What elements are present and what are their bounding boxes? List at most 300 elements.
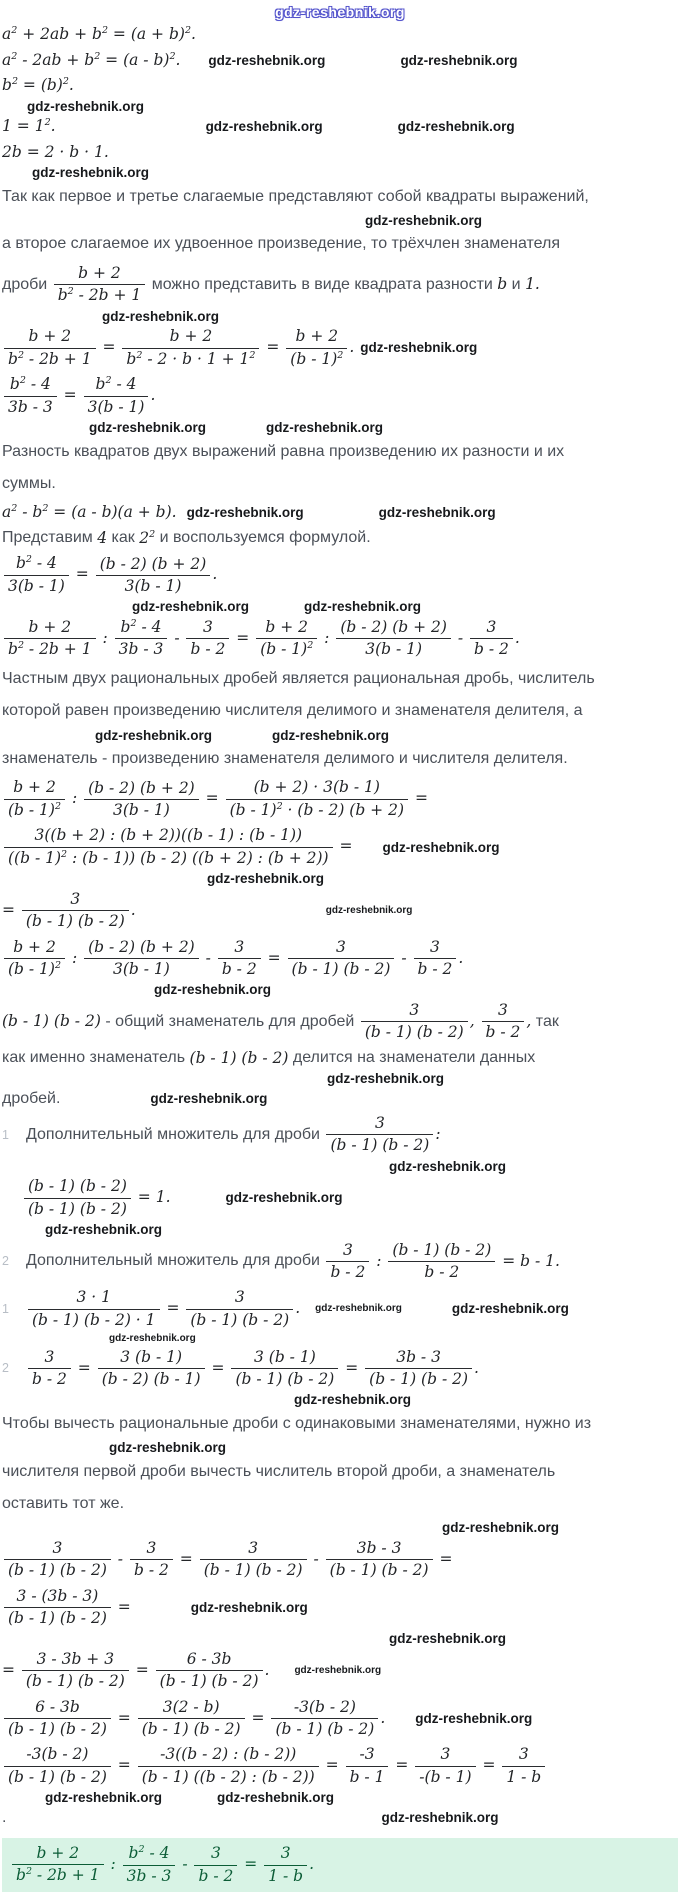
fraction-numerator: 3: [4, 1539, 111, 1560]
formula-line: [2, 264, 678, 306]
formula-line: [2, 1809, 678, 1827]
fraction: [470, 618, 513, 660]
fraction-denominator: (b - 1) (b - 2): [329, 1561, 429, 1580]
watermark: gdz-reshebnik.org: [102, 308, 220, 324]
watermark: gdz-reshebnik.org: [154, 982, 272, 998]
watermark-row: [2, 1333, 678, 1345]
fraction-numerator: (b - 1) (b - 2): [24, 1177, 131, 1198]
fraction: [271, 1698, 378, 1740]
watermark: gdz-reshebnik.org: [190, 1599, 308, 1615]
watermark: gdz-reshebnik.org: [150, 1091, 268, 1107]
text-run: дробей.: [2, 1089, 61, 1107]
fraction: [84, 779, 199, 821]
fraction-denominator: (b - 1)$^2$: [260, 640, 314, 659]
fraction-denominator: 3(b - 1): [8, 576, 65, 595]
text-run: так: [531, 1012, 559, 1030]
math-expression: b: [497, 275, 508, 294]
watermark-row: [2, 1222, 678, 1238]
watermark: gdz-reshebnik.org: [415, 1710, 533, 1726]
fraction-numerator: 3: [288, 938, 395, 959]
paragraph-line: [2, 1415, 678, 1433]
fraction-numerator: (b - 2) (b + 2): [84, 938, 199, 959]
fraction-numerator: 3 - 3b + 3: [22, 1650, 129, 1671]
watermark: gdz-reshebnik.org: [205, 119, 323, 135]
formula-line: [2, 143, 678, 162]
watermark: gdz-reshebnik.org: [208, 52, 326, 68]
fraction-denominator: 3(b - 1): [113, 800, 170, 819]
math-expression: (b - 1) (b - 2): [2, 1012, 101, 1031]
text-run: дроби: [2, 275, 52, 293]
fraction: [361, 1001, 468, 1043]
watermark: gdz-reshebnik.org: [400, 52, 518, 68]
watermark: gdz-reshebnik.org: [217, 1790, 335, 1806]
math-expression: $a^2 + 2ab + b^2 = (a + b)^2$.: [2, 25, 196, 44]
formula-line: [2, 1650, 678, 1692]
math-expression: $\frac{b + 2}{(b - 1)^2}$ : $\frac{(b - 2) (b + 2)}{3(b - 1)}$ - $\frac{3}{b - 2}$ = $\frac{3}{(b - 1) (b - 2)}$ - $\frac{3}{b - 2}$ .: [2, 938, 463, 980]
formula-line: [2, 938, 678, 980]
fraction: [22, 1650, 129, 1692]
paragraph-line: [2, 475, 678, 493]
fraction-denominator: (b - 1) (b - 2): [330, 1136, 430, 1155]
fraction: [4, 826, 333, 868]
fraction-denominator: (b - 1) (b - 2): [291, 959, 391, 978]
math-expression: (b - 1) (b - 2): [189, 1048, 289, 1067]
paragraph-line: [2, 750, 678, 768]
fraction: [326, 1114, 433, 1156]
fraction-numerator: $b^2 - 4$: [4, 375, 57, 397]
math-expression: 4: [97, 528, 108, 547]
watermark: gdz-reshebnik.org: [45, 1221, 163, 1237]
formula-line: [2, 25, 678, 45]
fraction-denominator: b - 2: [417, 959, 453, 978]
text-run: делится на знаменатели данных: [288, 1049, 536, 1067]
fraction: [138, 1745, 319, 1787]
fraction: [84, 375, 149, 417]
fraction-numerator: -3(b - 2): [271, 1698, 378, 1719]
math-expression: $\frac{3}{(b - 1) (b - 2)}$ - $\frac{3}{b - 2}$ = $\frac{3}{(b - 1) (b - 2)}$ - $\frac{3b - 3}{(b - 1) (b - 2)}$ =: [2, 1539, 452, 1581]
math-expression: $\frac{b^2 - 4}{3(b - 1)}$ = $\frac{(b - 2) (b + 2)}{3(b - 1)}$ .: [2, 554, 217, 596]
paragraph-line: [2, 235, 678, 253]
watermark: gdz-reshebnik.org: [304, 599, 422, 615]
fraction-numerator: $b^2 - 4$: [115, 618, 168, 640]
math-expression: $\frac{3}{(b - 1) (b - 2)}$ :: [324, 1114, 440, 1156]
fraction-numerator: b + 2: [4, 327, 96, 348]
fraction-numerator: -3(b - 2): [4, 1745, 111, 1766]
fraction: [388, 1241, 495, 1283]
text-run: и: [507, 275, 526, 293]
fraction: [186, 1288, 293, 1330]
fraction: [54, 264, 146, 306]
watermark: gdz-reshebnik.org: [365, 212, 483, 228]
watermark: gdz-reshebnik.org: [360, 340, 478, 356]
fraction: [98, 1348, 205, 1390]
fraction: [115, 618, 168, 660]
watermark-row: [2, 871, 678, 887]
fraction: [336, 618, 451, 660]
fraction: [96, 555, 211, 597]
formula-line: [2, 1539, 678, 1581]
watermark: gdz-reshebnik.org: [389, 1631, 507, 1647]
fraction-numerator: (b - 2) (b + 2): [336, 618, 451, 639]
fraction-denominator: (b - 1) (b - 2): [159, 1672, 259, 1691]
watermark-row: [2, 1520, 678, 1536]
fraction-denominator: b - 2: [330, 1262, 366, 1281]
fraction-numerator: -3((b - 2) : (b - 2)): [138, 1745, 319, 1766]
paragraph-line: [2, 443, 678, 461]
fraction-numerator: $b^2 - 4$: [123, 1844, 176, 1866]
math-expression: $a^2 - b^2 = (a - b)(a + b)$.: [2, 503, 177, 522]
fraction-numerator: 3: [264, 1844, 307, 1865]
fraction-numerator: 3(2 - b): [138, 1698, 245, 1719]
fraction: [4, 938, 65, 980]
fraction-denominator: (b - 1) (b - 2): [203, 1561, 303, 1580]
text-run: как именно знаменатель: [2, 1049, 190, 1067]
fraction-numerator: 3 - (3b - 3): [4, 1587, 111, 1608]
formula-line: [2, 1698, 678, 1740]
watermark: gdz-reshebnik.org: [89, 420, 207, 436]
fraction-denominator: $b^2 - 2b + 1$: [8, 640, 92, 659]
fraction: [226, 778, 408, 820]
watermark: gdz-reshebnik.org: [389, 1158, 507, 1174]
fraction: [346, 1745, 389, 1787]
formula-line: [2, 51, 678, 71]
text-run: Чтобы вычесть рациональные дроби с одинаковыми знаменателями, нужно из: [2, 1414, 592, 1432]
fraction-numerator: 3: [130, 1539, 173, 1560]
fraction: [482, 1001, 525, 1043]
watermark: gdz-reshebnik.org: [378, 505, 496, 521]
watermark-row: [2, 599, 678, 615]
watermark: gdz-reshebnik.org: [315, 1303, 402, 1315]
watermark-row: [2, 728, 678, 744]
watermark: gdz-reshebnik.org: [294, 1665, 382, 1677]
fraction-numerator: 3b - 3: [326, 1539, 433, 1560]
fraction: [84, 938, 199, 980]
math-expression: $1 = 1^2$.: [2, 117, 56, 136]
fraction: [415, 1745, 475, 1787]
fraction-denominator: $b^2 - 2b + 1$: [16, 1866, 100, 1885]
text-run: можно представить в виде квадрата разности: [147, 275, 498, 293]
answer-box: [2, 1838, 678, 1892]
fraction-numerator: b + 2: [12, 1844, 104, 1865]
fraction-denominator: (b - 1) (b - 2) · 1: [32, 1310, 156, 1329]
fraction: [4, 1539, 111, 1581]
fraction-numerator: 3: [194, 1844, 237, 1865]
fraction: [122, 327, 259, 369]
math-expression: [52, 264, 148, 306]
math-expression: = $\frac{3 - 3b + 3}{(b - 1) (b - 2)}$ = $\frac{6 - 3b}{(b - 1) (b - 2)}$ .: [2, 1649, 270, 1691]
fraction-denominator: (b - 1) (b - 2): [369, 1369, 469, 1388]
fraction: [200, 1539, 307, 1581]
watermark: gdz-reshebnik.org: [272, 727, 390, 743]
fraction-denominator: b - 2: [221, 959, 257, 978]
text-run: Представим: [2, 529, 98, 547]
watermark: gdz-reshebnik.org: [27, 98, 145, 114]
fraction-numerator: 3: [218, 938, 261, 959]
fraction: [138, 1698, 245, 1740]
formula-line: [2, 1745, 678, 1787]
watermark: gdz-reshebnik.org: [95, 727, 213, 743]
text-run: Разность квадратов двух выражений равна произведению их разности и их: [2, 442, 565, 460]
watermark: gdz-reshebnik.org: [109, 1440, 227, 1456]
fraction-denominator: 3(b - 1): [124, 576, 182, 595]
fraction: [4, 327, 96, 369]
fraction-denominator: (b - 1) (b - 2): [25, 912, 125, 931]
fraction-numerator: 3: [470, 618, 513, 639]
formula-line: [2, 117, 678, 137]
text-run: числителя первой дроби вычесть числитель второй дроби, а знаменатель: [2, 1462, 556, 1480]
fraction: [24, 1177, 131, 1219]
fraction-denominator: 3b - 3: [118, 640, 164, 659]
fraction: [4, 375, 57, 417]
fraction-denominator: $b^2 - 2b + 1$: [57, 286, 142, 305]
fraction-numerator: (b - 1) (b - 2): [388, 1241, 495, 1262]
fraction-numerator: (b - 2) (b + 2): [84, 779, 199, 800]
fraction-numerator: 3: [22, 890, 129, 911]
fraction-numerator: -3: [346, 1745, 389, 1766]
fraction: [264, 1844, 307, 1886]
formula-line: [2, 1049, 678, 1068]
math-expression: $\frac{3 \cdot 1}{(b - 1) (b - 2) \cdot 1}$ = $\frac{3}{(b - 1) (b - 2)}$ .: [26, 1288, 300, 1330]
formula-line: [2, 1288, 678, 1330]
watermark: gdz-reshebnik.org: [266, 420, 384, 436]
fraction: [12, 1844, 104, 1886]
watermark: gdz-reshebnik.org: [397, 119, 515, 135]
fraction-denominator: 3(b - 1): [365, 640, 423, 659]
fraction-denominator: $b^2 - 2 \cdot b \cdot 1 + 1^2$: [126, 349, 256, 368]
watermark: gdz-reshebnik.org: [132, 599, 250, 615]
fraction-denominator: b - 2: [474, 640, 509, 659]
fraction-numerator: b + 2: [4, 778, 65, 799]
text-run: Дополнительный множитель для дроби: [26, 1125, 325, 1143]
formula-line: [2, 375, 678, 417]
fraction-numerator: 3 (b - 1): [231, 1348, 338, 1369]
math-expression: $\frac{(b - 1) (b - 2)}{(b - 1) (b - 2)}$ = 1.: [22, 1177, 171, 1219]
fraction: [4, 778, 65, 820]
fraction-denominator: 3b - 3: [126, 1866, 172, 1885]
math-expression: $a^2 - 2ab + b^2 = (a - b)^2$.: [2, 50, 181, 69]
fraction-numerator: 3b - 3: [365, 1348, 472, 1369]
math-expression: $\frac{3}{b - 2}$ : $\frac{(b - 1) (b - 2)}{b - 2}$ = b - 1.: [324, 1241, 559, 1283]
watermark-row: [2, 309, 678, 325]
fraction-denominator: b - 2: [424, 1262, 460, 1281]
fraction: [4, 1587, 111, 1629]
fraction-numerator: 3: [415, 1745, 475, 1766]
fraction-denominator: 3(b - 1): [113, 959, 170, 978]
fraction-denominator: 1 - b: [268, 1866, 304, 1885]
text-run: как: [107, 529, 140, 547]
math-expression: 1.: [525, 275, 540, 294]
fraction-numerator: 3: [414, 938, 457, 959]
fraction-denominator: b - 2: [32, 1369, 67, 1388]
fraction: [4, 618, 96, 660]
formula-line: [2, 1177, 678, 1219]
watermark: gdz-reshebnik.org: [294, 1392, 412, 1408]
fraction-denominator: (b - 1) (b - 2): [364, 1023, 464, 1042]
site-watermark-header: gdz-reshebnik.org: [275, 4, 405, 20]
watermark-row: [2, 1631, 678, 1647]
formula-line: [2, 826, 678, 868]
watermark: gdz-reshebnik.org: [442, 1520, 560, 1536]
watermark: gdz-reshebnik.org: [325, 904, 413, 916]
fraction-denominator: (b - 1) (b - 2): [8, 1561, 107, 1580]
math-expression: $\frac{-3(b - 2)}{(b - 1) (b - 2)}$ = $\frac{-3((b - 2) : (b - 2))}{(b - 1) ((b - 2) : (b - 2))}$ = $\frac{-3}{b - 1}$ = $\frac{3}{-(b - 1)}$ = $\frac{3}{1 - b}$: [2, 1745, 547, 1787]
fraction-denominator: $b^2 - 2b + 1$: [8, 349, 92, 368]
fraction: [123, 1844, 176, 1886]
fraction: [194, 1844, 237, 1886]
watermark: gdz-reshebnik.org: [207, 871, 325, 887]
fraction: [502, 1745, 545, 1787]
paragraph-line: [2, 1495, 678, 1513]
fraction-denominator: (b - 1) (b - 2): [190, 1310, 290, 1329]
fraction-denominator: (b - 2) (b - 1): [101, 1369, 201, 1388]
watermark-row: [2, 420, 678, 436]
math-expression: $\frac{3}{(b - 1) (b - 2)}$ , $\frac{3}{b - 2}$ ,: [359, 1001, 532, 1043]
fraction-denominator: b - 1: [349, 1767, 385, 1786]
fraction-numerator: $b^2 - 4$: [84, 375, 149, 397]
fraction: [186, 618, 229, 660]
math-expression: 2b = 2 · b · 1.: [2, 142, 109, 161]
paragraph-line: [2, 702, 678, 720]
formula-line: [2, 618, 678, 660]
watermark: gdz-reshebnik.org: [32, 165, 150, 181]
watermark-row: [2, 1159, 678, 1175]
fraction-denominator: 3(b - 1): [87, 397, 145, 416]
fraction-denominator: 1 - b: [506, 1767, 542, 1786]
watermark-row: [2, 1392, 678, 1408]
watermark: gdz-reshebnik.org: [186, 505, 304, 521]
fraction-denominator: (b - 1) (b - 2): [25, 1672, 125, 1691]
text-run: - общий знаменатель для дробей: [100, 1012, 359, 1030]
watermark-row: [2, 982, 678, 998]
formula-line: [2, 1114, 678, 1156]
fraction: [22, 890, 129, 932]
list-marker: 2: [2, 1361, 9, 1376]
text-run: знаменатель - произведению знаменателя делимого и числителя делителя.: [2, 750, 568, 768]
fraction: [256, 618, 317, 660]
fraction: [288, 938, 395, 980]
fraction: [4, 554, 69, 596]
fraction-denominator: (b - 1)$^2$: [8, 800, 62, 819]
fraction-numerator: (b + 2) · 3(b - 1): [226, 778, 408, 799]
math-expression: $\frac{b + 2}{(b - 1)^2}$ : $\frac{(b - 2) (b + 2)}{3(b - 1)}$ = $\frac{(b + 2) \cdot 3(b - 1)}{(b - 1)^2 \cdot (b - 2) (b + 2)}$ =: [2, 778, 428, 820]
fraction-denominator: (b - 1) (b - 2): [8, 1609, 107, 1628]
formula-line: [2, 76, 678, 96]
fraction-numerator: $b^2 - 4$: [4, 554, 69, 576]
fraction-numerator: b + 2: [54, 264, 146, 285]
watermark-row: [2, 213, 678, 229]
formula-line: [2, 1587, 678, 1629]
paragraph-line: [2, 188, 678, 206]
fraction-numerator: 3: [28, 1348, 71, 1369]
fraction: [4, 1698, 111, 1740]
fraction-numerator: (b - 2) (b + 2): [96, 555, 211, 576]
watermark: gdz-reshebnik.org: [382, 839, 500, 855]
fraction-denominator: (b - 1) (b - 2): [235, 1369, 335, 1388]
formula-line: [2, 1001, 678, 1043]
formula-line: [2, 554, 678, 596]
fraction: [365, 1348, 472, 1390]
watermark: gdz-reshebnik.org: [45, 1790, 163, 1806]
fraction-denominator: (b - 1) ((b - 2) : (b - 2)): [141, 1767, 315, 1786]
fraction-numerator: 3: [326, 1241, 369, 1262]
fraction-numerator: 6 - 3b: [4, 1698, 111, 1719]
header-watermark-row: [2, 4, 678, 20]
fraction-numerator: 6 - 3b: [156, 1650, 263, 1671]
fraction: [326, 1539, 433, 1581]
watermark: gdz-reshebnik.org: [225, 1190, 343, 1206]
fraction-denominator: b - 2: [485, 1023, 521, 1042]
formula-line: [2, 778, 678, 820]
watermark-row: [2, 1790, 678, 1806]
fraction-numerator: b + 2: [4, 618, 96, 639]
math-expression: $2^2$: [139, 528, 156, 548]
paragraph-line: [2, 1463, 678, 1481]
text-run: оставить тот же.: [2, 1495, 125, 1513]
math-expression: $\frac{b + 2}{b^2 - 2b + 1}$ = $\frac{b + 2}{b^2 - 2 \cdot b \cdot 1 + 1^2}$ = $\frac{b + 2}{(b - 1)^2}$ .: [2, 327, 354, 369]
fraction-denominator: (b - 1) (b - 2): [8, 1720, 107, 1739]
math-expression: = $\frac{3}{(b - 1) (b - 2)}$ .: [2, 889, 136, 931]
fraction-numerator: b + 2: [256, 618, 317, 639]
fraction-denominator: (b - 1)$^2$ · (b - 2) (b + 2): [229, 800, 405, 819]
math-expression: $\frac{b^2 - 4}{3b - 3}$ = $\frac{b^2 - 4}{3(b - 1)}$ .: [2, 375, 155, 417]
fraction-denominator: b - 2: [190, 640, 226, 659]
formula-line: [2, 503, 678, 523]
math-expression: $\frac{3 - (3b - 3)}{(b - 1) (b - 2)}$ =: [2, 1587, 131, 1629]
watermark: gdz-reshebnik.org: [327, 1071, 445, 1087]
fraction-denominator: (b - 1) (b - 2): [8, 1767, 107, 1786]
fraction-numerator: 3: [361, 1001, 468, 1022]
fraction: [414, 938, 457, 980]
text-run: .: [2, 1808, 7, 1826]
fraction-numerator: 3((b + 2) : (b + 2))((b - 1) : (b - 1)): [4, 826, 333, 847]
fraction-numerator: 3: [186, 618, 229, 639]
fraction-numerator: 3: [200, 1539, 307, 1560]
fraction-denominator: b - 2: [198, 1866, 234, 1885]
math-expression: $\frac{b + 2}{b^2 - 2b + 1}$ : $\frac{b^2 - 4}{3b - 3}$ - $\frac{3}{b - 2}$ = $\frac{b + 2}{(b - 1)^2}$ : $\frac{(b - 2) (b + 2)}{3(b - 1)}$ - $\frac{3}{b - 2}$ .: [2, 618, 520, 660]
math-expression: $\frac{3}{b - 2}$ = $\frac{3 (b - 1)}{(b - 2) (b - 1)}$ = $\frac{3 (b - 1)}{(b - 1) (b - 2)}$ = $\frac{3b - 3}{(b - 1) (b - 2)}$ .: [26, 1348, 479, 1390]
watermark-row: [2, 1440, 678, 1456]
fraction-numerator: b + 2: [286, 327, 347, 348]
watermark: gdz-reshebnik.org: [381, 1810, 499, 1826]
text-run: суммы.: [2, 474, 56, 492]
fraction-numerator: 3 (b - 1): [98, 1348, 205, 1369]
formula-line: [2, 327, 678, 369]
formula-line: [2, 1090, 678, 1108]
list-marker: 1: [2, 1302, 9, 1317]
math-expression: $\frac{6 - 3b}{(b - 1) (b - 2)}$ = $\frac{3(2 - b)}{(b - 1) (b - 2)}$ = $\frac{-3(b - 2)}{(b - 1) (b - 2)}$ .: [2, 1698, 385, 1740]
fraction-numerator: b + 2: [122, 327, 259, 348]
fraction-denominator: (b - 1) (b - 2): [275, 1720, 375, 1739]
fraction: [156, 1650, 263, 1692]
fraction: [4, 1745, 111, 1787]
watermark-row: [2, 165, 678, 181]
fraction: [28, 1348, 71, 1390]
watermark-row: [2, 1071, 678, 1087]
fraction-denominator: (b - 1)$^2$: [290, 349, 344, 368]
fraction: [286, 327, 347, 369]
list-marker: 2: [2, 1254, 9, 1269]
fraction-denominator: 3b - 3: [8, 397, 53, 416]
fraction: [130, 1539, 173, 1581]
fraction-numerator: b + 2: [4, 938, 65, 959]
fraction: [231, 1348, 338, 1390]
text-run: Частным двух рациональных дробей является рациональная дробь, числитель: [2, 669, 595, 687]
math-expression: $\frac{3((b + 2) : (b + 2))((b - 1) : (b - 1))}{((b - 1)^2 : (b - 1)) (b - 2) ((b + 2) : (b + 2))}$ =: [2, 826, 353, 868]
text-run: Дополнительный множитель для дроби: [26, 1252, 325, 1270]
fraction-numerator: 3: [186, 1288, 293, 1309]
fraction-denominator: (b - 1) (b - 2): [141, 1720, 241, 1739]
fraction-denominator: ((b - 1)$^2$ : (b - 1)) (b - 2) ((b + 2) : (b + 2)): [8, 848, 329, 867]
